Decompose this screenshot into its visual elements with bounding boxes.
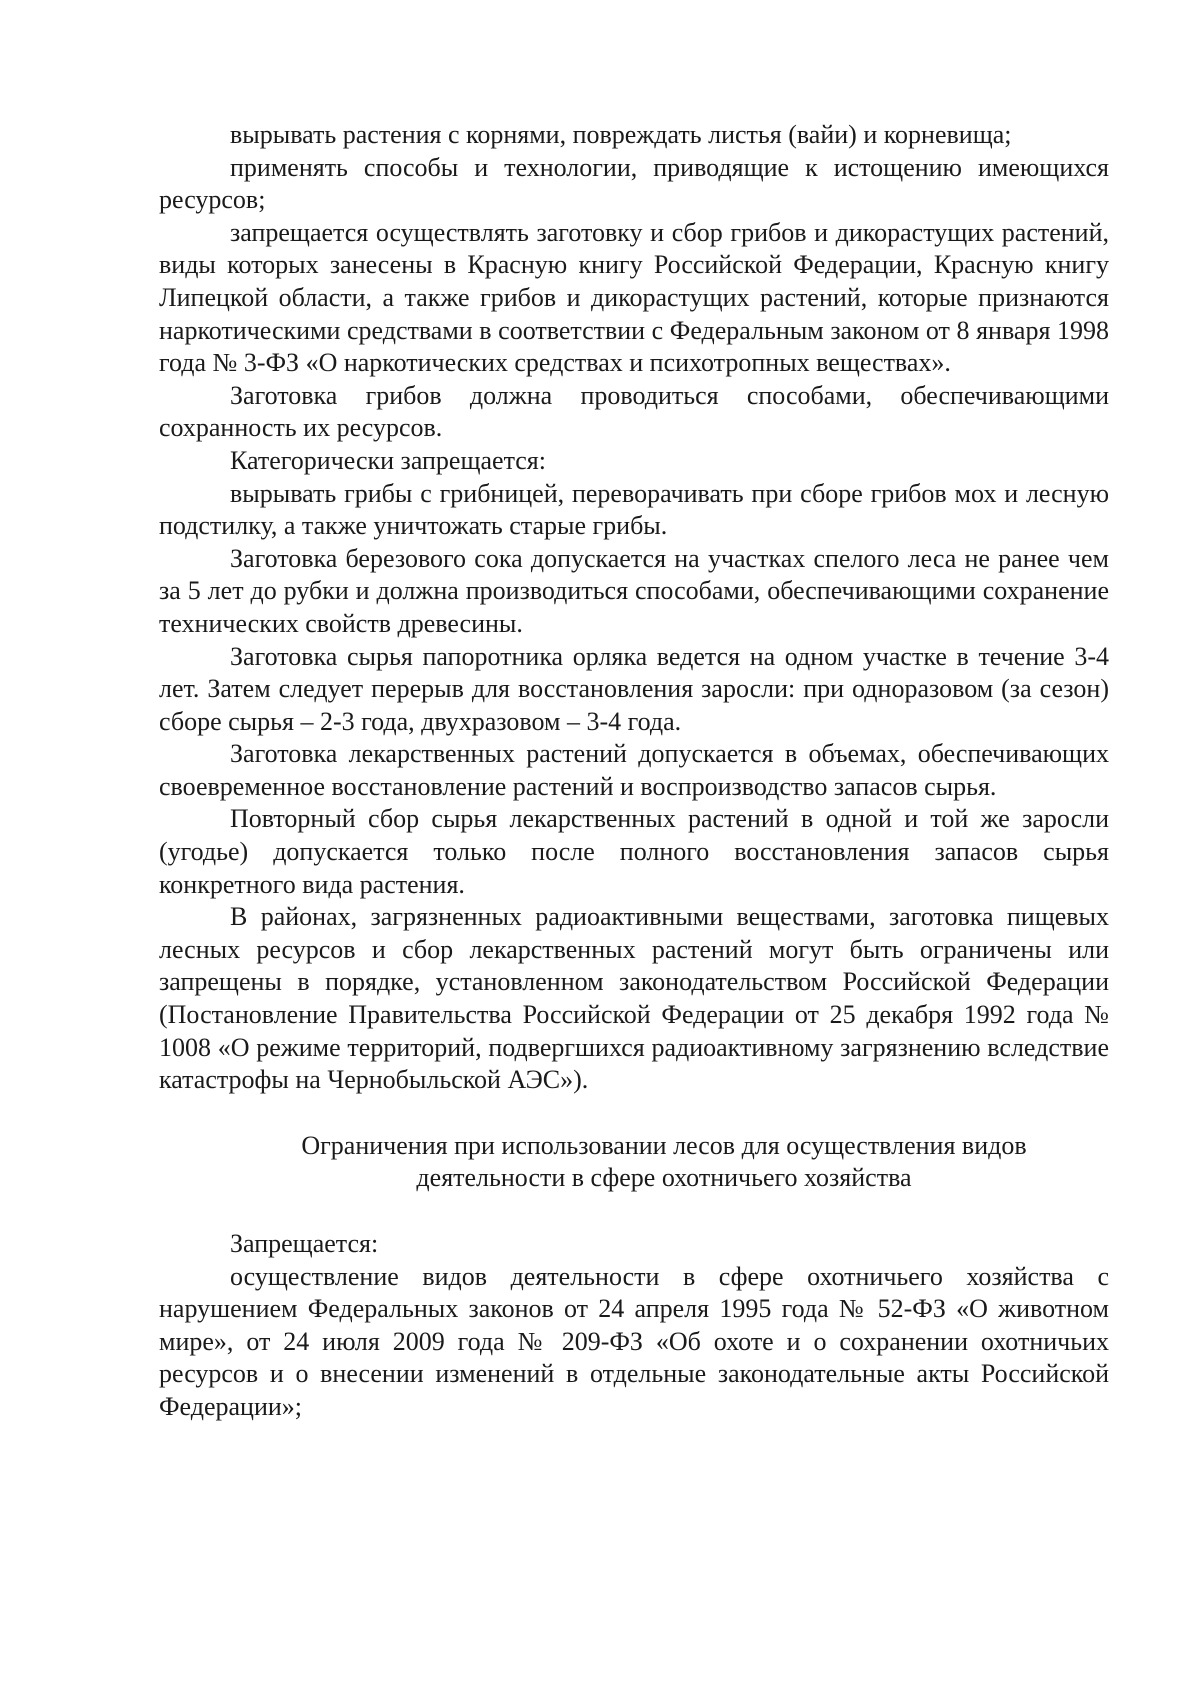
paragraph: Запрещается: [230,1229,379,1258]
section-heading [159,1130,1109,1195]
paragraph: Заготовка грибов должна проводиться способами, обеспечивающими сохранность их ресурсов. [159,380,1109,443]
paragraph: вырывать растения с корнями, повреждать листья (вайи) и корневища; [230,120,1012,149]
spacer [159,1195,1109,1228]
section-heading-line: деятельности в сфере охотничьего хозяйства [416,1163,912,1193]
paragraph: Заготовка лекарственных растений допускается в объемах, обеспечивающих своевременное восстановление растений и воспроизводство запасов сырья. [159,739,1109,801]
section-heading-line: Ограничения при использовании лесов для осуществления видов [301,1130,1027,1160]
paragraph: Категорически запрещается: [230,445,546,475]
paragraph: В районах, загрязненных радиоактивными веществами, заготовка пищевых лесных ресурсов и сбор лекарственных растений могут быть ограничены или запрещены в порядке, установленном законодательством Российской Федерации (Постановление Правительства Российской Федерации от 25 декабря 1992 года № 1008 «О режиме территорий, подвергшихся радиоактивному загрязнению вследствие катастрофы на Чернобыльской АЭС»). [159,902,1109,1095]
document-body [159,119,1109,1424]
paragraph: Заготовка березового сока допускается на участках спелого леса не ранее чем за 5 лет до рубки и должна производиться способами, обеспечивающими сохранение технических свойств древесины. [159,543,1109,638]
paragraph: Повторный сбор сырья лекарственных растений в одной и той же заросли (угодье) допускается только после полного восстановления запасов сырья конкретного вида растения. [159,804,1109,899]
paragraph: Заготовка сырья папоротника орляка ведется на одном участке в течение 3-4 лет. Затем следует перерыв для восстановления заросли: при одноразовом (за сезон) сборе сырья – 2-3 года, двухразовом – 3-4 года. [159,641,1109,736]
paragraph: осуществление видов деятельности в сфере охотничьего хозяйства с нарушением Федеральных законов от 24 апреля 1995 года № 52-ФЗ «О животном мире», от 24 июля 2009 года № 209-ФЗ «Об охоте и о сохранении охотничьих ресурсов и о внесении изменений в отдельные законодательные акты Российской Федерации»; [159,1261,1109,1421]
spacer [159,1097,1109,1130]
paragraph: запрещается осуществлять заготовку и сбор грибов и дикорастущих растений, виды которых занесены в Красную книгу Российской Федерации, Красную книгу Липецкой области, а также грибов и дикорастущих растений, которые признаются наркотическими средствами в соответствии с Федеральным законом от 8 января 1998 года № 3-ФЗ «О наркотических средствах и психотропных веществах». [159,217,1109,378]
paragraph: вырывать грибы с грибницей, переворачивать при сборе грибов мох и лесную подстилку, а также уничтожать старые грибы. [159,478,1109,541]
paragraph: применять способы и технологии, приводящие к истощению имеющихся ресурсов; [159,152,1109,215]
